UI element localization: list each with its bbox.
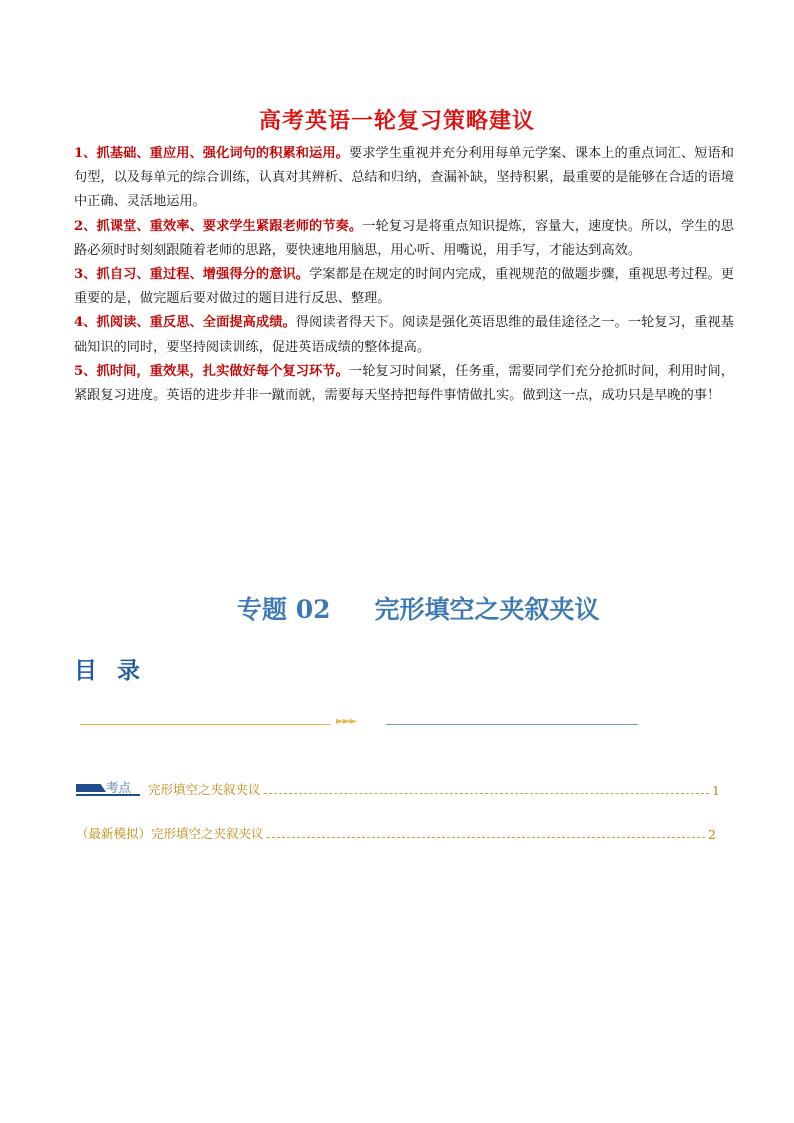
advice-item: [74, 215, 734, 263]
toc-title: 目 录: [74, 658, 147, 684]
toc-leader: [264, 793, 710, 794]
badge-label: 考点: [106, 780, 132, 795]
advice-item: [74, 311, 734, 359]
toc-page-number: 1: [712, 783, 720, 798]
advice-body: 要求学生重视并充分利用每单元学案、课本上的重点词汇、短语和句型，以及每单元的综合训练，认真对其辨析、总结和归纳，查漏补缺，坚持积累，最重要的是能够在合适的语境中正确、灵活地运用。: [74, 146, 734, 210]
divider-line-left: [80, 724, 330, 725]
advice-heading: 1、抓基础、重应用、强化词句的积累和运用。: [74, 146, 349, 161]
advice-heading: 3、抓自习、重过程、增强得分的意识。: [74, 267, 310, 283]
advice-heading: 4、抓阅读、重反思、全面提高成绩。: [74, 315, 296, 331]
topic-name: 完形填空之夹叙夹议: [374, 595, 600, 624]
advice-list: [74, 142, 734, 408]
toc-entry[interactable]: [76, 824, 716, 842]
toc-entry[interactable]: [76, 780, 720, 798]
kaodian-badge-icon: [76, 780, 140, 798]
main-title: 高考英语一轮复习策略建议: [258, 109, 535, 134]
advice-heading: 5、抓时间，重效果，扎实做好每个复习环节。: [74, 363, 349, 379]
advice-item: [74, 142, 734, 215]
topic-prefix: 专题 02: [237, 595, 331, 624]
toc-entry-label: （最新模拟）完形填空之夹叙夹议: [76, 826, 264, 841]
toc-leader: [267, 837, 706, 838]
topic-title: [237, 590, 600, 626]
advice-body: 学案都是在规定的时间内完成，重视规范的做题步骤，重视思考过程。更重要的是，做完题后要对做过的题目进行反思、整理。: [74, 267, 734, 307]
divider-line-right: [386, 724, 638, 725]
advice-body: 得阅读者得天下。阅读是强化英语思维的最佳途径之一。一轮复习，重视基础知识的同时，要坚持阅读训练，促进英语成绩的整体提高。: [74, 315, 734, 355]
advice-heading: 2、抓课堂、重效率、要求学生紧跟老师的节奏。: [74, 218, 363, 234]
advice-item: [74, 360, 734, 408]
toc-entry-label: 完形填空之夹叙夹议: [148, 782, 261, 797]
advice-body: 一轮复习是将重点知识提炼，容量大，速度快。所以，学生的思路必须时时刻刻跟随着老师的思路，要快速地用脑思，用心听、用嘴说，用手写，才能达到高效。: [74, 218, 734, 258]
advice-body: 一轮复习时间紧，任务重，需要同学们充分抢抓时间，利用时间，紧跟复习进度。英语的进步并非一蹴而就，需要每天坚持把每件事情做扎实。做到这一点，成功只是早晚的事！: [74, 363, 734, 404]
divider-arrows-icon: ►►►: [336, 716, 357, 727]
toc-page-number: 2: [708, 827, 716, 842]
advice-item: [74, 263, 734, 311]
